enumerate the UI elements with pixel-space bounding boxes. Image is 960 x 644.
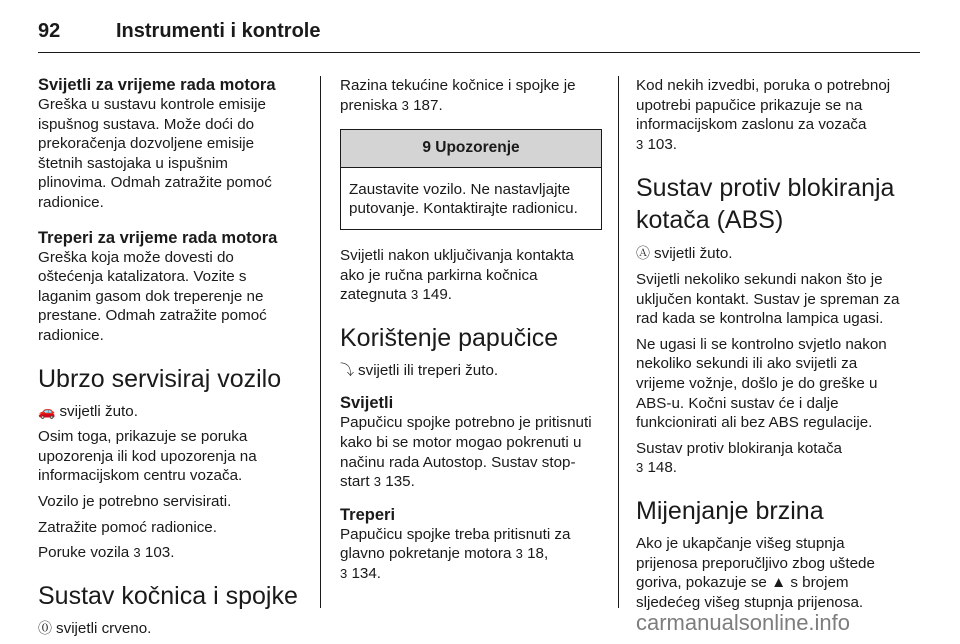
reference-text: Svijetli nakon uključivanja kontakta ako je ručna parkirna kočnica zategnuta [340, 246, 574, 304]
paragraph: Greška koja može dovesti do oštećenja katalizatora. Vozite s laganim gasom dok treperenje ne prestane. Odmah zatražite pomoć radionice. [38, 248, 267, 344]
page-ref-arrow-icon: 3 [340, 565, 348, 581]
paragraph: Greška u sustavu kontrole emisije ispušnog sustava. Može doći do prekoračenja dozvoljene emisije štetnih sastojaka u ispušnim plinovima. Odmah zatražite pomoć radionice. [38, 96, 272, 211]
paragraph [340, 525, 602, 584]
clutch-pedal-icon: ⤵ [340, 361, 354, 378]
paragraph [636, 439, 906, 478]
paragraph: Osim toga, prikazuje se poruka upozorenja ili kod upozorenja na informacijskom centru vozača. [38, 428, 257, 485]
indicator-text: svijetli žuto. [59, 402, 138, 420]
page-ref: 134. [351, 564, 382, 582]
section-title: Korištenje papučice [340, 323, 559, 352]
paragraph [340, 413, 602, 491]
paragraph [340, 76, 602, 115]
page-ref: 103. [647, 135, 678, 153]
column-divider [618, 76, 619, 608]
indicator-line [38, 402, 300, 422]
section-heading: Svijetli za vrijeme rada motora [38, 76, 276, 94]
page-ref-arrow-icon: 3 [515, 546, 523, 562]
warning-box [340, 129, 602, 230]
page-ref: 103. [144, 544, 175, 562]
brake-warning-icon: ⓪ [38, 619, 52, 636]
indicator-text: svijetli ili treperi žuto. [358, 361, 499, 379]
watermark: carmanualsonline.info [636, 610, 851, 635]
column-3 [636, 76, 906, 618]
reference-text: Papučicu spojke treba pritisnuti za glavno pokretanje motora [340, 525, 571, 563]
paragraph: Zatražite pomoć radionice. [38, 518, 217, 536]
abs-icon: Ⓐ [636, 245, 650, 262]
reference-text: Razina tekućine kočnice i spojke je preniska [340, 77, 576, 114]
section-heading: Treperi za vrijeme rada motora [38, 228, 278, 247]
subsection-heading: Treperi [340, 505, 396, 524]
reference-text: Poruke vozila [38, 544, 130, 562]
column-divider [320, 76, 321, 608]
header-divider [38, 52, 920, 53]
page-header [38, 10, 920, 50]
paragraph [340, 246, 602, 305]
page-ref: 148. [647, 459, 678, 477]
page-ref: 18, [527, 545, 549, 563]
warning-text: Zaustavite vozilo. Ne nastavljajte putovanje. Kontaktirajte radionicu. [349, 180, 578, 218]
paragraph [636, 76, 906, 154]
subsection-heading: Svijetli [340, 394, 394, 413]
indicator-text: svijetli crveno. [56, 619, 152, 637]
paragraph: Vozilo je potrebno servisirati. [38, 492, 232, 510]
section-title: Sustav protiv blokiranja kotača (ABS) [636, 174, 895, 235]
page-ref-arrow-icon: 3 [636, 460, 644, 476]
reference-text: Kod nekih izvedbi, poruka o potrebnoj upotrebi papučice prikazuje se na informacijskom zaslonu za vozača [636, 77, 891, 134]
car-service-icon: 🚗 [38, 402, 56, 419]
page-ref: 187. [413, 96, 443, 114]
indicator-line [38, 619, 300, 639]
indicator-line [636, 244, 906, 264]
page-ref: 135. [385, 473, 415, 491]
paragraph: Ne ugasi li se kontrolno svjetlo nakon nekoliko sekundi ili ako svijetli za vrijeme vožnje, došlo je do greške u ABS-u. Kočni sustav će i dalje funkcionirati ali bez ABS regulacije. [636, 335, 887, 432]
paragraph: Ako je ukapčanje višeg stupnja prijenosa preporučljivo zbog uštede goriva, pokazuje se ▲ s brojem sljedećeg višeg stupnja prijenosa. [636, 534, 875, 611]
indicator-text: svijetli žuto. [654, 245, 733, 263]
page-ref-arrow-icon: 3 [133, 545, 141, 561]
page-title: Instrumenti i kontrole [116, 20, 321, 42]
column-1 [38, 76, 300, 644]
section-title: Sustav kočnica i spojke [38, 581, 298, 610]
paragraph: Svijetli nekoliko sekundi nakon što je uključen kontakt. Sustav je spreman za rad kada se kontrolna lampica ugasi. [636, 270, 900, 328]
page-number: 92 [38, 20, 61, 42]
warning-title: 9 Upozorenje [341, 130, 601, 168]
page-ref-arrow-icon: 3 [410, 287, 419, 303]
reference-text: Sustav protiv blokiranja kotača [636, 439, 842, 457]
page-ref-arrow-icon: 3 [401, 97, 409, 113]
page-ref-arrow-icon: 3 [373, 474, 382, 490]
column-2 [340, 76, 602, 590]
section-title: Mijenjanje brzina [636, 496, 824, 525]
page-ref: 149. [422, 286, 452, 304]
section-title: Ubrzo servisiraj vozilo [38, 364, 282, 393]
reference-text: Papučicu spojke potrebno je pritisnuti kako bi se motor mogao pokrenuti u načinu rada Autostop. Sustav stop-start [340, 414, 592, 491]
paragraph [38, 543, 300, 563]
indicator-line [340, 361, 602, 381]
page-ref-arrow-icon: 3 [636, 136, 644, 152]
